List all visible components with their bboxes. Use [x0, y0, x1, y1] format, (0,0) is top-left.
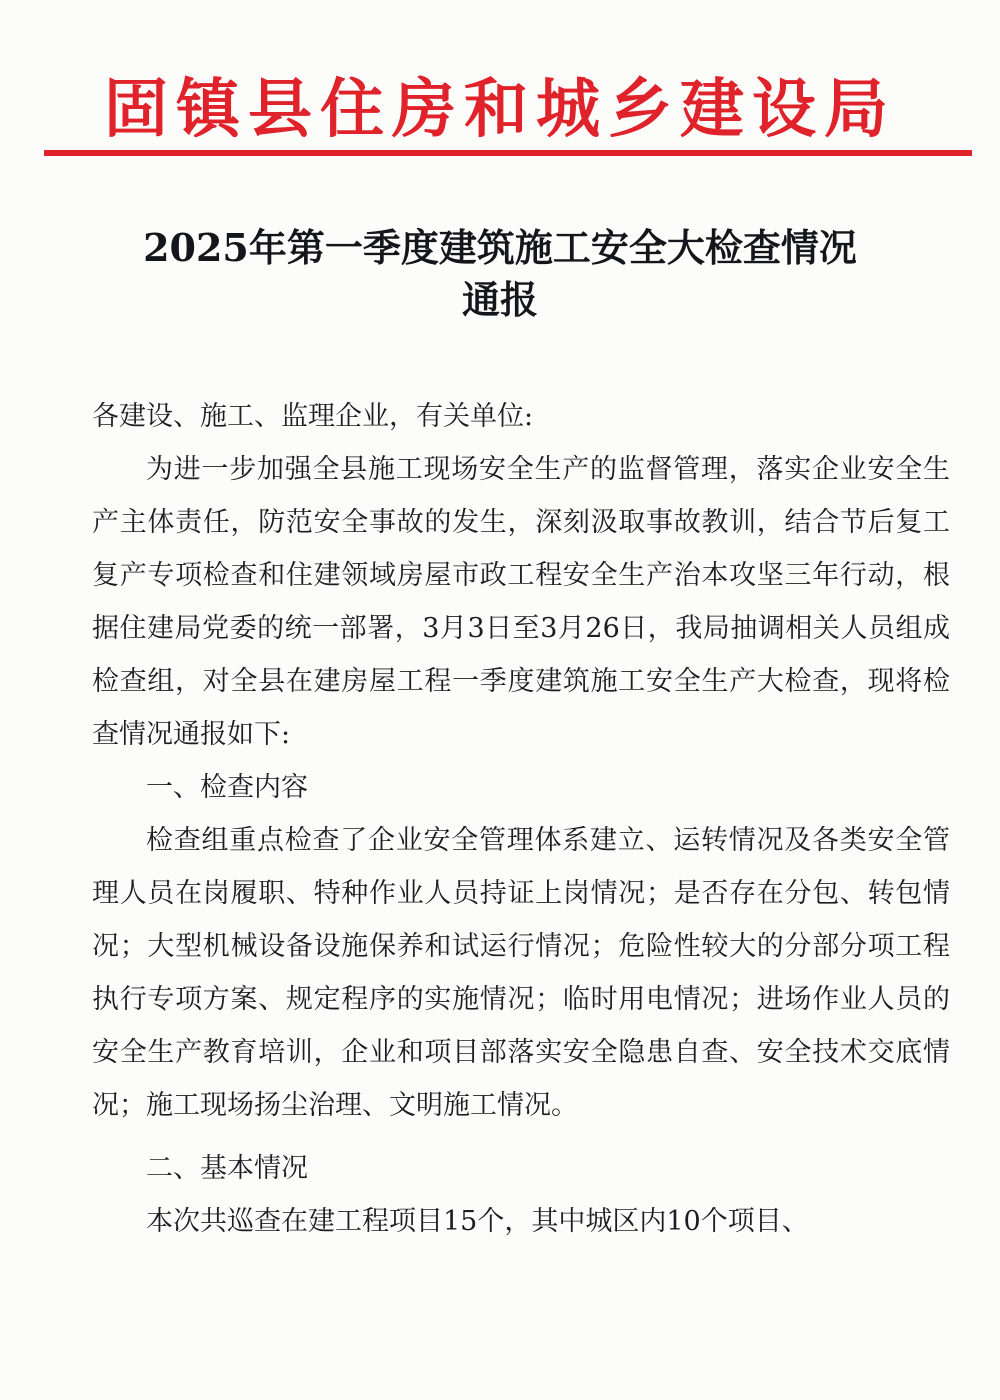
document-title-line-1: 2025年第一季度建筑施工安全大检查情况 [143, 225, 857, 270]
section-1-body: 检查组重点检查了企业安全管理体系建立、运转情况及各类安全管理人员在岗履职、特种作业人员持证上岗情况；是否存在分包、转包情况；大型机械设备设施保养和试运行情况；危险性较大的分部分项工程执行专项方案、规定程序的实施情况；临时用电情况；进场作业人员的安全生产教育培训，企业和项目部落实安全隐患自查、安全技术交底情况；施工现场扬尘治理、文明施工情况。 [92, 825, 950, 1121]
section-1-heading: 一、检查内容 [146, 772, 308, 803]
document-body [92, 390, 950, 1248]
document-title [70, 222, 930, 326]
section-2-heading: 二、基本情况 [146, 1153, 308, 1184]
letterhead-title: 固镇县住房和城乡建设局 [104, 72, 896, 147]
intro-paragraph: 为进一步加强全县施工现场安全生产的监督管理，落实企业安全生产主体责任，防范安全事故的发生，深刻汲取事故教训，结合节后复工复产专项检查和住建领域房屋市政工程安全生产治本攻坚三年行动，根据住建局党委的统一部署，3月3日至3月26日，我局抽调相关人员组成检查组，对全县在建房屋工程一季度建筑施工安全生产大检查，现将检查情况通报如下: [92, 454, 950, 750]
letterhead-red-rule [44, 150, 972, 156]
section-2-body: 本次共巡查在建工程项目15个，其中城区内10个项目、 [146, 1206, 809, 1237]
salutation: 各建设、施工、监理企业，有关单位: [92, 401, 534, 432]
document-title-line-2: 通报 [461, 277, 538, 322]
